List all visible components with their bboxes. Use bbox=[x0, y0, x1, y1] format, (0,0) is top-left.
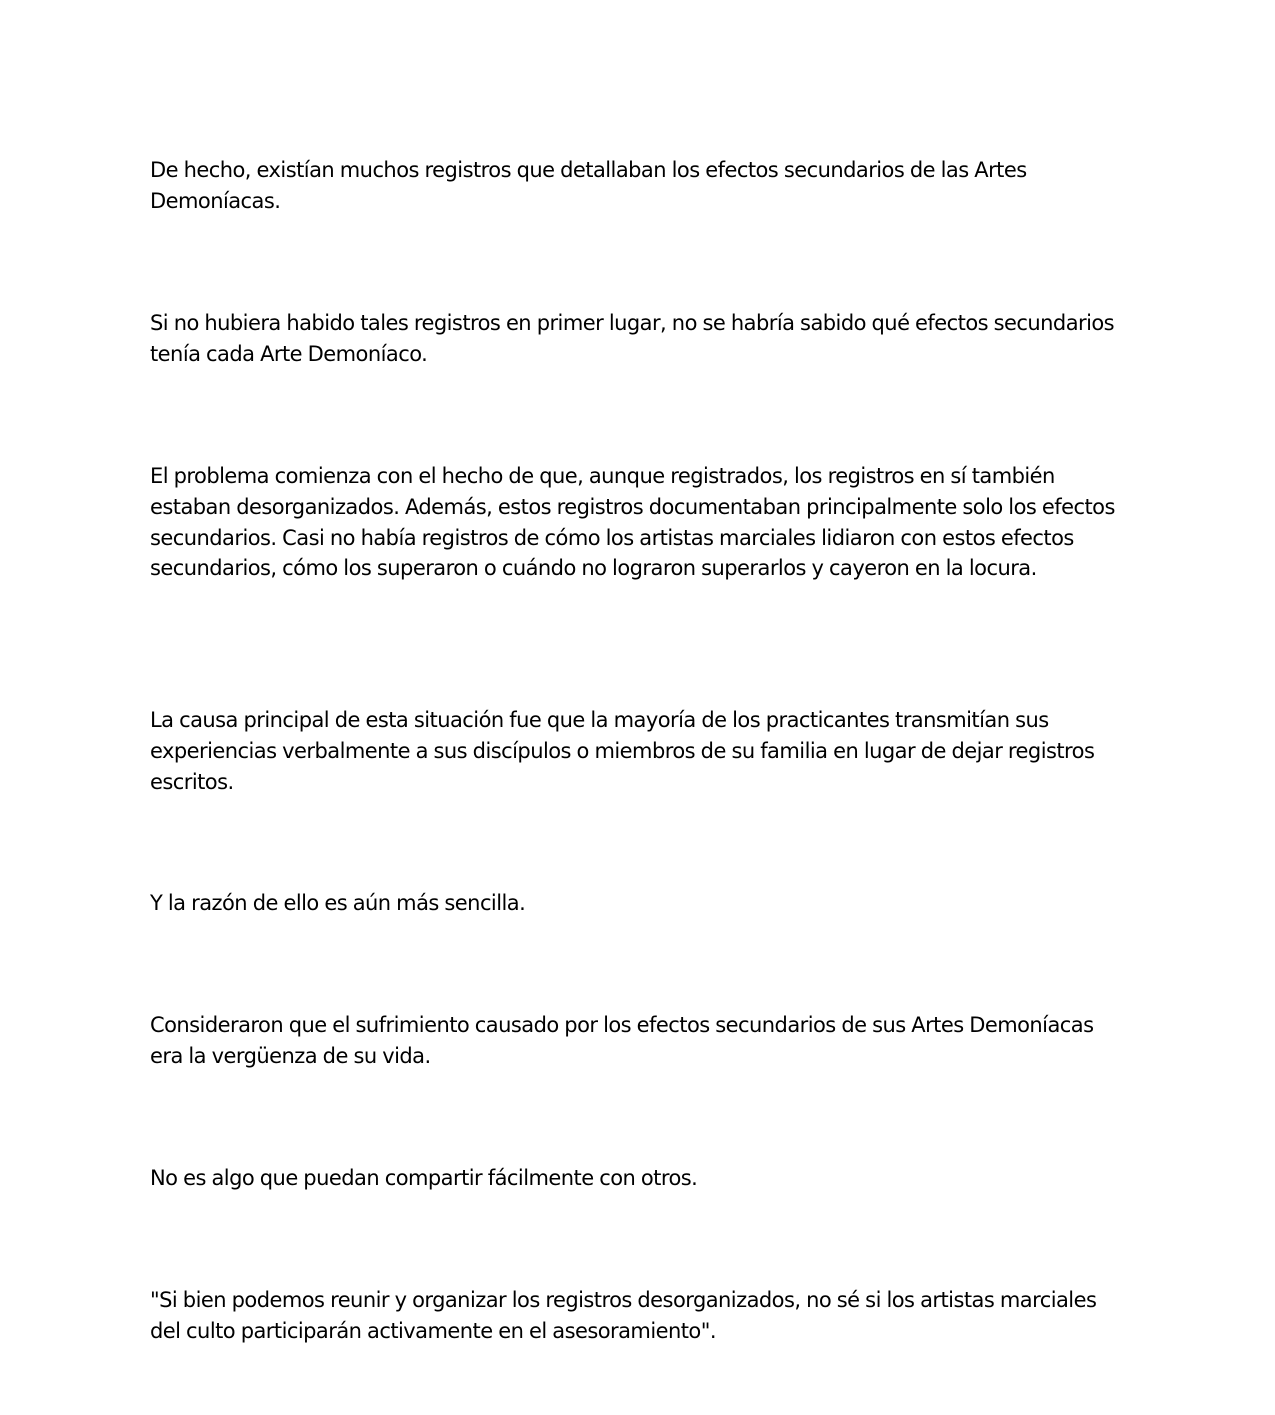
paragraph: De hecho, existían muchos registros que detallaban los efectos secundarios de las Artes Demoníacas. bbox=[150, 158, 1027, 213]
paragraph: Si no hubiera habido tales registros en primer lugar, no se habría sabido qué efectos secundarios tenía cada Arte Demoníaco. bbox=[150, 311, 1115, 366]
paragraph: Y la razón de ello es aún más sencilla. bbox=[150, 891, 526, 915]
paragraph: "Si bien podemos reunir y organizar los registros desorganizados, no sé si los artistas marciales del culto participarán activamente en el asesoramiento". bbox=[150, 1288, 1097, 1343]
paragraph: La causa principal de esta situación fue que la mayoría de los practicantes transmitían sus experiencias verbalmente a sus discípulos o miembros de su familia en lugar de dejar registros escritos. bbox=[150, 708, 1095, 794]
paragraph: No es algo que puedan compartir fácilmente con otros. bbox=[150, 1166, 698, 1190]
paragraph: El problema comienza con el hecho de que, aunque registrados, los registros en sí también estaban desorganizados. Además, estos registros documentaban principalmente solo los efectos secundarios. Casi no había registros de cómo los artistas marciales lidiaron con estos efectos secundarios, cómo los superaron o cuándo no lograron superarlos y cayeron en la locura. bbox=[150, 464, 1115, 581]
paragraph: Consideraron que el sufrimiento causado por los efectos secundarios de sus Artes Demoníacas era la vergüenza de su vida. bbox=[150, 1013, 1094, 1068]
